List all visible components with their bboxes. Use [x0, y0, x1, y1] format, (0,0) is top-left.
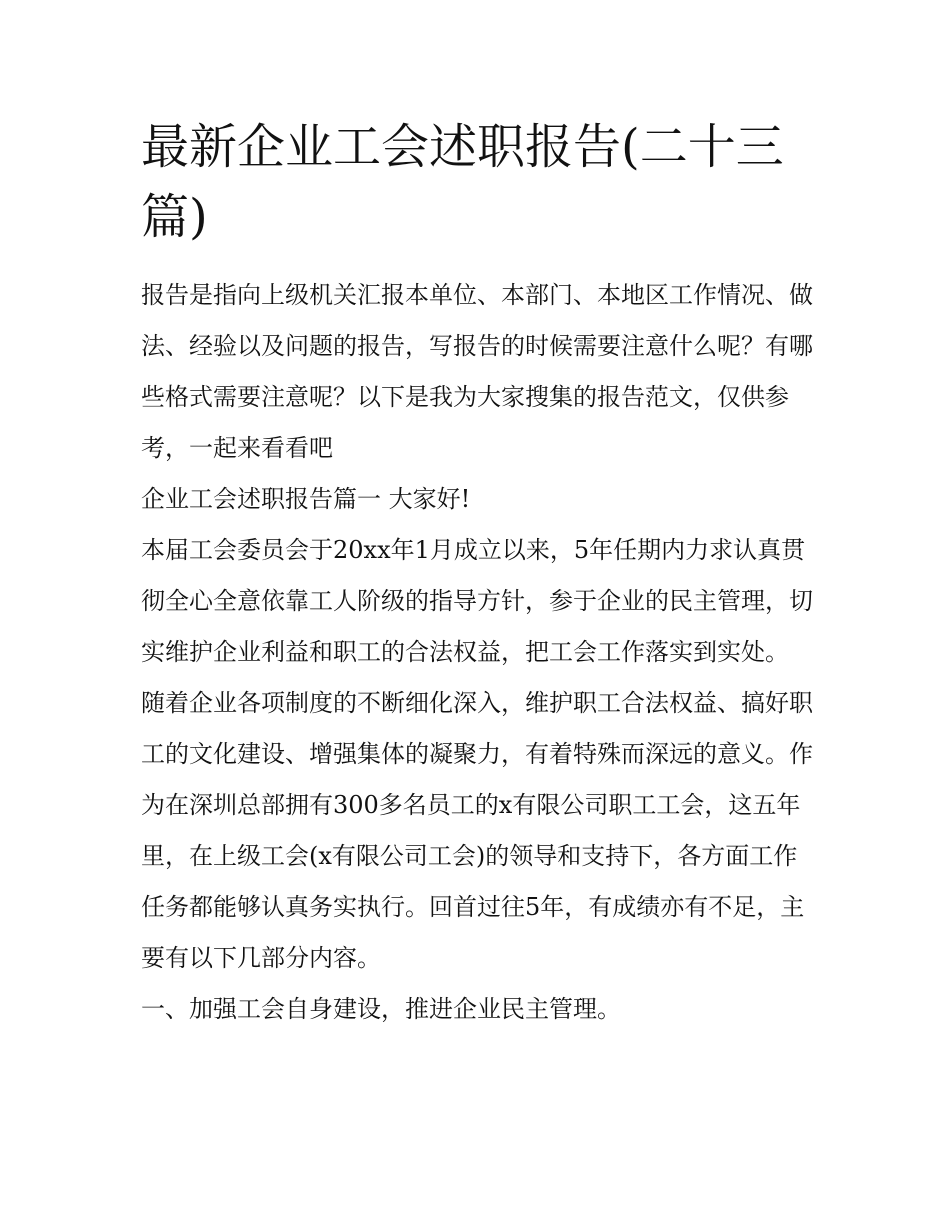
document-content — [141, 112, 821, 1035]
intro-paragraph: 报告是指向上级机关汇报本单位、本部门、本地区工作情况、做法、经验以及问题的报告，写报告的时候需要注意什么呢？有哪些格式需要注意呢？以下是我为大家搜集的报告范文，仅供参考，一起来看看吧 — [141, 281, 813, 462]
document-body — [141, 270, 821, 1035]
body-paragraph: 本届工会委员会于20xx年1月成立以来，5年任期内力求认真贯彻全心全意依靠工人阶级的指导方针，参于企业的民主管理，切实维护企业利益和职工的合法权益，把工会工作落实到实处。 — [141, 536, 813, 666]
section-heading-greeting: 企业工会述职报告篇一 大家好! — [141, 485, 471, 513]
document-title: 最新企业工会述职报告(二十三篇) — [141, 119, 784, 245]
body-paragraph: 随着企业各项制度的不断细化深入，维护职工合法权益、搞好职工的文化建设、增强集体的凝聚力，有着特殊而深远的意义。作为在深圳总部拥有300多名员工的x有限公司职工工会，这五年里，在上级工会(x有限公司工会)的领导和支持下，各方面工作任务都能够认真务实执行。回首过往5年，有成绩亦有不足，主要有以下几部分内容。 — [141, 689, 813, 972]
section-heading: 一、加强工会自身建设，推进企业民主管理。 — [141, 995, 621, 1023]
